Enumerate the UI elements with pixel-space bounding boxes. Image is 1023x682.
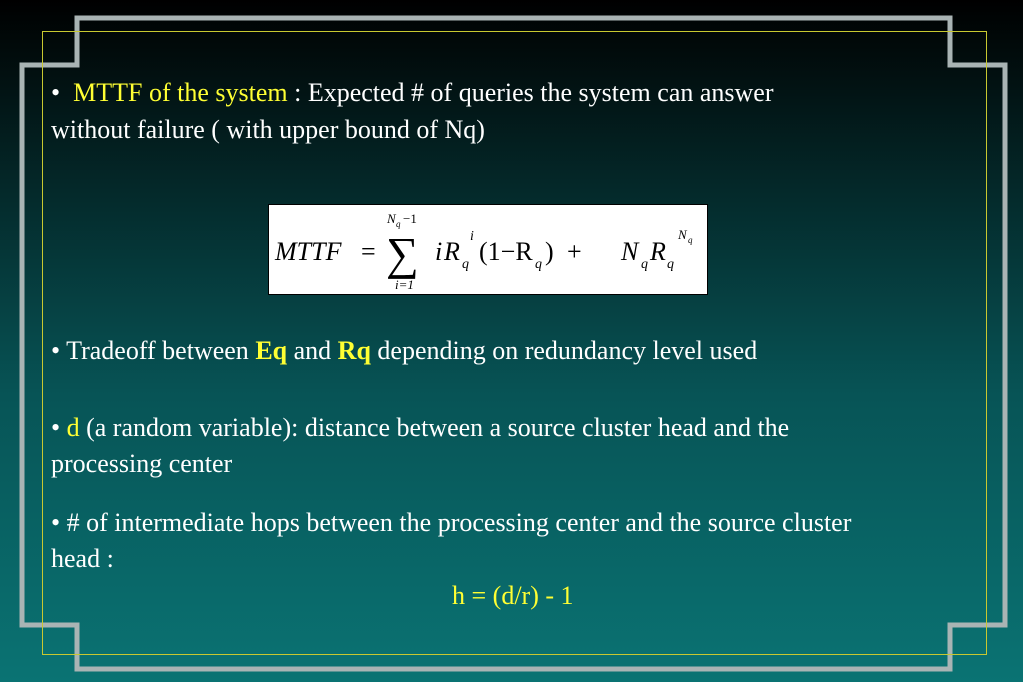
formula-lower-limit: i=1 bbox=[395, 277, 414, 292]
tradeoff-suffix: depending on redundancy level used bbox=[370, 336, 758, 365]
formula-term1-exp: i bbox=[470, 229, 474, 244]
formula-plus: + bbox=[567, 237, 582, 266]
mttf-highlight: MTTF of the system bbox=[73, 78, 288, 107]
hops-equation: h = (d/r) - 1 bbox=[452, 581, 574, 610]
formula-upper-suffix: −1 bbox=[403, 211, 417, 226]
formula-term3-expsub: q bbox=[688, 235, 693, 245]
formula-term2-close: ) bbox=[545, 237, 554, 266]
bullet-tradeoff bbox=[51, 333, 757, 369]
formula-term1-R: R bbox=[444, 237, 460, 266]
eq-term: Eq bbox=[255, 336, 288, 365]
distance-description: (a random variable): distance between a source cluster head and the bbox=[79, 413, 790, 442]
mttf-description: : Expected # of queries the system can answer bbox=[287, 78, 774, 107]
formula-term2-sub: q bbox=[535, 257, 542, 272]
formula-term3-Rsub: q bbox=[667, 257, 674, 272]
d-term: d bbox=[66, 413, 80, 442]
bullet-mttf-line2: without failure ( with upper bound of Nq) bbox=[51, 115, 485, 144]
formula-term3-expN: N bbox=[678, 227, 687, 242]
formula-term3-R: R bbox=[650, 237, 666, 266]
formula-equals: = bbox=[361, 237, 376, 266]
bullet-hops-line2: head : bbox=[51, 544, 114, 573]
rq-term: Rq bbox=[337, 336, 371, 365]
formula-lhs: MTTF bbox=[275, 237, 342, 266]
formula-term3-N: N bbox=[621, 237, 639, 266]
formula-term1-i: i bbox=[435, 237, 443, 266]
mttf-formula bbox=[268, 204, 708, 295]
bullet-distance-line1 bbox=[51, 410, 789, 446]
formula-term2: (1−R bbox=[479, 237, 533, 266]
bullet-hops-line1: • # of intermediate hops between the processing center and the source cluster bbox=[51, 508, 852, 537]
formula-upper-sub: q bbox=[396, 219, 401, 229]
bullet-marker: • bbox=[51, 78, 61, 107]
formula-term3-Nsub: q bbox=[641, 257, 648, 272]
bullet-marker: • bbox=[51, 413, 67, 442]
sum-symbol: ∑ bbox=[386, 228, 419, 279]
formula-upper-N: N bbox=[387, 211, 396, 226]
tradeoff-and: and bbox=[287, 336, 338, 365]
formula-term1-sub: q bbox=[462, 257, 469, 272]
tradeoff-prefix: • Tradeoff between bbox=[51, 336, 256, 365]
bullet-mttf-line1 bbox=[51, 75, 774, 111]
bullet-distance-line2: processing center bbox=[51, 449, 233, 478]
